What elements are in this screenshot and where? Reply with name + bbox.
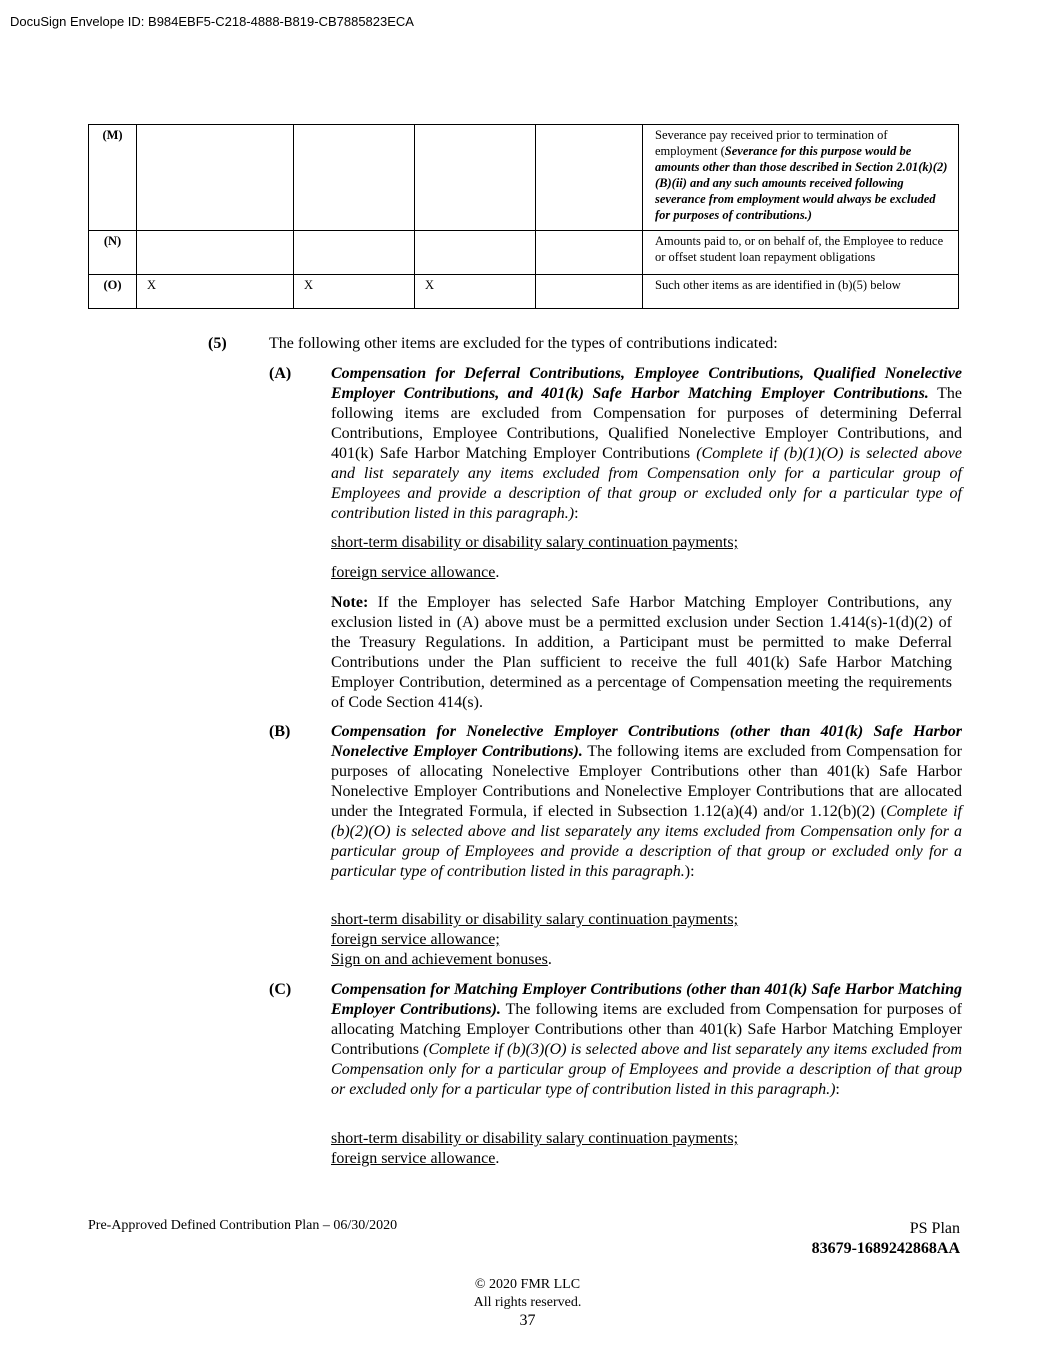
- footer-plan-document: Pre-Approved Defined Contribution Plan – 06/30/2020: [88, 1218, 398, 1233]
- plan-id: 83679-1689242868AA: [811, 1240, 960, 1257]
- subsection-c-body: The following items are excluded from Compensation for purposes of allocating Matching Employer Contributions other than 401(k) Safe Harbor Matching Employer Contributions: [331, 1001, 963, 1058]
- subsection-b-paragraph: [331, 722, 962, 882]
- desc-text: Severance pay received prior to termination of employment (: [655, 128, 888, 158]
- subsection-c-number: (C): [269, 981, 292, 998]
- subsection-b-number: (B): [269, 723, 291, 740]
- subsection-a-colon: :: [574, 505, 579, 522]
- subsection-c-items: [331, 1129, 738, 1169]
- table-cell: [137, 125, 294, 231]
- excluded-item: foreign service allowance;: [331, 931, 500, 948]
- table-cell: [415, 125, 536, 231]
- table-row: [89, 125, 959, 231]
- table-row: [89, 275, 959, 309]
- footer-plan-info: [812, 1219, 960, 1259]
- footer-copyright-block: [0, 1276, 1055, 1330]
- excluded-item: short-term disability or disability salary continuation payments;: [331, 1130, 739, 1147]
- subsection-c-instruction: (Complete if (b)(3)(O) is selected above and list separately any items excluded from Compensation only for a particular group of Employees and provide a description of that group or excluded only for a particular type of contribution listed in this paragraph.): [331, 1041, 963, 1098]
- page-number: 37: [519, 1312, 536, 1329]
- subsection-a-body: The following items are excluded from Compensation for purposes of determining Deferral Contributions, Employee Contributions, Qualified Nonelective Employer Contributions, and 401(k) Safe Harbor Matching Employer Contributions: [331, 385, 963, 462]
- excluded-item: Sign on and achievement bonuses: [331, 951, 548, 968]
- subsection-a-paragraph: [331, 364, 962, 524]
- row-label: (M): [89, 125, 137, 231]
- row-description: Such other items as are identified in (b)(5) below: [643, 275, 959, 309]
- subsection-c-heading: Compensation for Matching Employer Contributions (other than 401(k) Safe Harbor Matching Employer Contributions).: [331, 981, 962, 1018]
- subsection-a-heading: Compensation for Deferral Contributions, Employee Contributions, Qualified Nonelective Employer Contributions, and 401(k) Safe Harbor Matching Employer Contributions.: [331, 365, 962, 402]
- table-cell: [137, 231, 294, 275]
- item-period: .: [495, 564, 500, 581]
- excluded-item: foreign service allowance: [331, 1150, 496, 1167]
- note-label: Note:: [331, 594, 369, 611]
- item-period: .: [495, 1150, 500, 1167]
- section-intro: The following other items are excluded for the types of contributions indicated:: [269, 335, 778, 352]
- compensation-exclusion-table: [88, 124, 959, 309]
- excluded-item: short-term disability or disability salary continuation payments;: [331, 534, 739, 551]
- subsection-b-body: The following items are excluded from Compensation for purposes of allocating Nonelective Employer Contributions other than 401(k) Safe Harbor Nonelective Employer Contributions and Nonelective Employer Contributions that are allocated under the Integrated Formula, if elected in Subsection 1.12(a)(4) and/or 1.12(b)(2) (: [331, 743, 963, 820]
- table-cell: X: [415, 275, 536, 309]
- table-cell: [536, 231, 643, 275]
- excluded-item: short-term disability or disability salary continuation payments;: [331, 911, 739, 928]
- subsection-c-colon: :: [835, 1081, 840, 1098]
- table-cell: X: [137, 275, 294, 309]
- subsection-a-number: (A): [269, 365, 292, 382]
- note-text: If the Employer has selected Safe Harbor Matching Employer Contributions, any exclusion listed in (A) above must be a permitted exclusion under Section 1.414(s)-1(d)(2) of the Treasury Regulations. In addition, a Participant must be permitted to make Deferral Contributions under the Plan sufficient to receive the full 401(k) Safe Harbor Matching Employer Contribution, determined as a percentage of Compensation meeting the requirements of Code Section 414(s).: [331, 594, 952, 711]
- row-description: [643, 125, 959, 231]
- subsection-b-instruction: Complete if (b)(2)(O) is selected above and list separately any items excluded from Compensation only for a particular group of Employees and provide a description of that group or excluded only for a particular type of contribution listed in this paragraph.: [331, 803, 962, 880]
- envelope-id: DocuSign Envelope ID: B984EBF5-C218-4888-B819-CB7885823ECA: [10, 14, 414, 29]
- copyright: © 2020 FMR LLC: [474, 1277, 581, 1292]
- subsection-b-heading: Compensation for Nonelective Employer Contributions (other than 401(k) Safe Harbor Nonelective Employer Contributions).: [331, 723, 962, 760]
- subsection-a-instruction: (Complete if (b)(1)(O) is selected above and list separately any items excluded from Compensation only for a particular group of Employees and provide a description of that group or excluded only for a particular type of contribution listed in this paragraph.): [331, 445, 962, 522]
- plan-type: PS Plan: [909, 1220, 960, 1237]
- subsection-a-item: [331, 563, 499, 583]
- section-number: (5): [208, 335, 227, 352]
- subsection-a-item: [331, 533, 738, 553]
- subsection-b-items: [331, 910, 738, 970]
- table-cell: [294, 231, 415, 275]
- item-period: .: [547, 951, 552, 968]
- excluded-item: foreign service allowance: [331, 564, 496, 581]
- table-cell: X: [294, 275, 415, 309]
- row-label: (O): [89, 275, 137, 309]
- table-cell: [415, 231, 536, 275]
- note-paragraph: [331, 593, 952, 713]
- table-cell: [294, 125, 415, 231]
- row-description: Amounts paid to, or on behalf of, the Employee to reduce or offset student loan repayment obligations: [643, 231, 959, 275]
- subsection-b-colon: ):: [684, 863, 695, 880]
- table-row: [89, 231, 959, 275]
- desc-emphasis: Severance for this purpose would be amounts other than those described in Section 2.01(k)(2)(B)(ii) and any such amounts received following severance from employment would always be excluded for purposes of contributions.): [655, 144, 948, 222]
- subsection-c-paragraph: [331, 980, 962, 1100]
- table-cell: [536, 125, 643, 231]
- row-label: (N): [89, 231, 137, 275]
- table-cell: [536, 275, 643, 309]
- rights-reserved: All rights reserved.: [473, 1295, 582, 1310]
